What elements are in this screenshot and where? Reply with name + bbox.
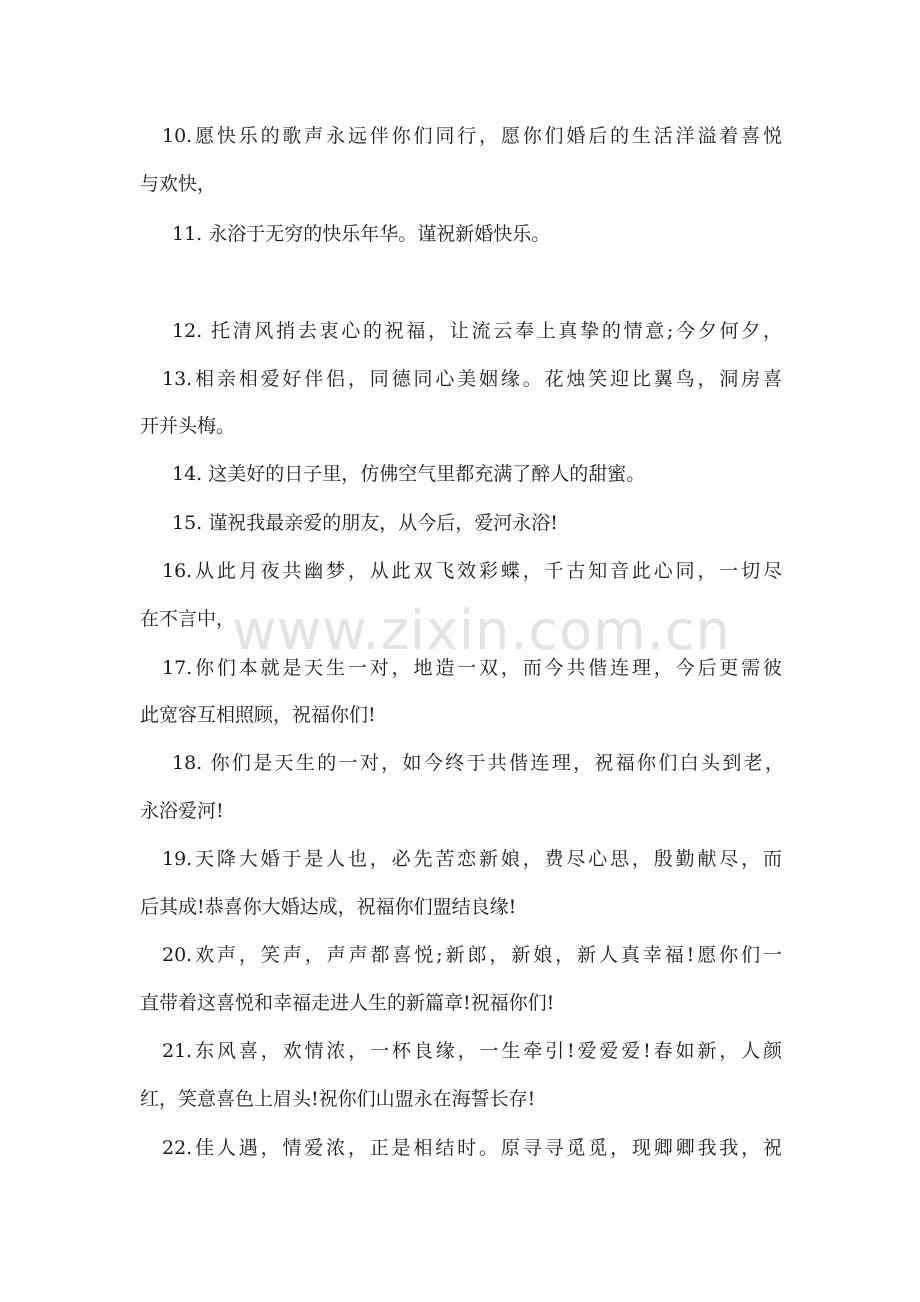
text-line: 10.愿快乐的歌声永远伴你们同行，愿你们婚后的生活洋溢着喜悦: [162, 125, 782, 147]
text-line: 16.从此月夜共幽梦，从此双飞效彩蝶，千古知音此心同，一切尽: [162, 560, 782, 582]
text-line: 14. 这美好的日子里，仿佛空气里都充满了醉人的甜蜜。: [172, 463, 646, 485]
text-line: 22.佳人遇，情爱浓，正是相结时。原寻寻觅觅，现卿卿我我，祝: [162, 1137, 782, 1159]
text-line: 21.东风喜，欢情浓，一杯良缘，一生牵引!爱爱爱!春如新，人颜: [162, 1040, 782, 1062]
text-line: 开并头梅。: [140, 415, 236, 437]
text-line: 在不言中，: [140, 608, 236, 630]
text-line: 17.你们本就是天生一对，地造一双，而今共偕连理，今后更需彼: [162, 657, 782, 679]
text-line: 13.相亲相爱好伴侣，同德同心美姻缘。花烛笑迎比翼鸟，洞房喜: [162, 368, 782, 390]
text-line: 19.天降大婚于是人也，必先苦恋新娘，费尽心思，殷勤献尽，而: [162, 848, 782, 870]
text-line: 18. 你们是天生的一对，如今终于共偕连理，祝福你们白头到老，: [172, 752, 784, 774]
text-line: 20.欢声，笑声，声声都喜悦;新郎，新娘，新人真幸福!愿你们一: [162, 944, 782, 966]
text-line: 后其成!恭喜你大婚达成，祝福你们盟结良缘!: [140, 896, 517, 918]
text-line: 永浴爱河!: [140, 800, 224, 822]
text-line: 12. 托清风捎去衷心的祝福，让流云奉上真挚的情意;今夕何夕，: [172, 320, 782, 342]
text-line: 此宽容互相照顾，祝福你们!: [140, 704, 376, 726]
text-line: 15. 谨祝我最亲爱的朋友，从今后，爱河永浴!: [172, 512, 558, 534]
text-line: 直带着这喜悦和幸福走进人生的新篇章!祝福你们!: [140, 992, 555, 1014]
text-line: 红，笑意喜色上眉头!祝你们山盟永在海誓长存!: [140, 1088, 536, 1110]
text-line: 11. 永浴于无穷的快乐年华。谨祝新婚快乐。: [172, 223, 551, 245]
watermark-text: www.zixin.com.cn: [232, 599, 731, 662]
text-line: 与欢快，: [140, 173, 217, 195]
